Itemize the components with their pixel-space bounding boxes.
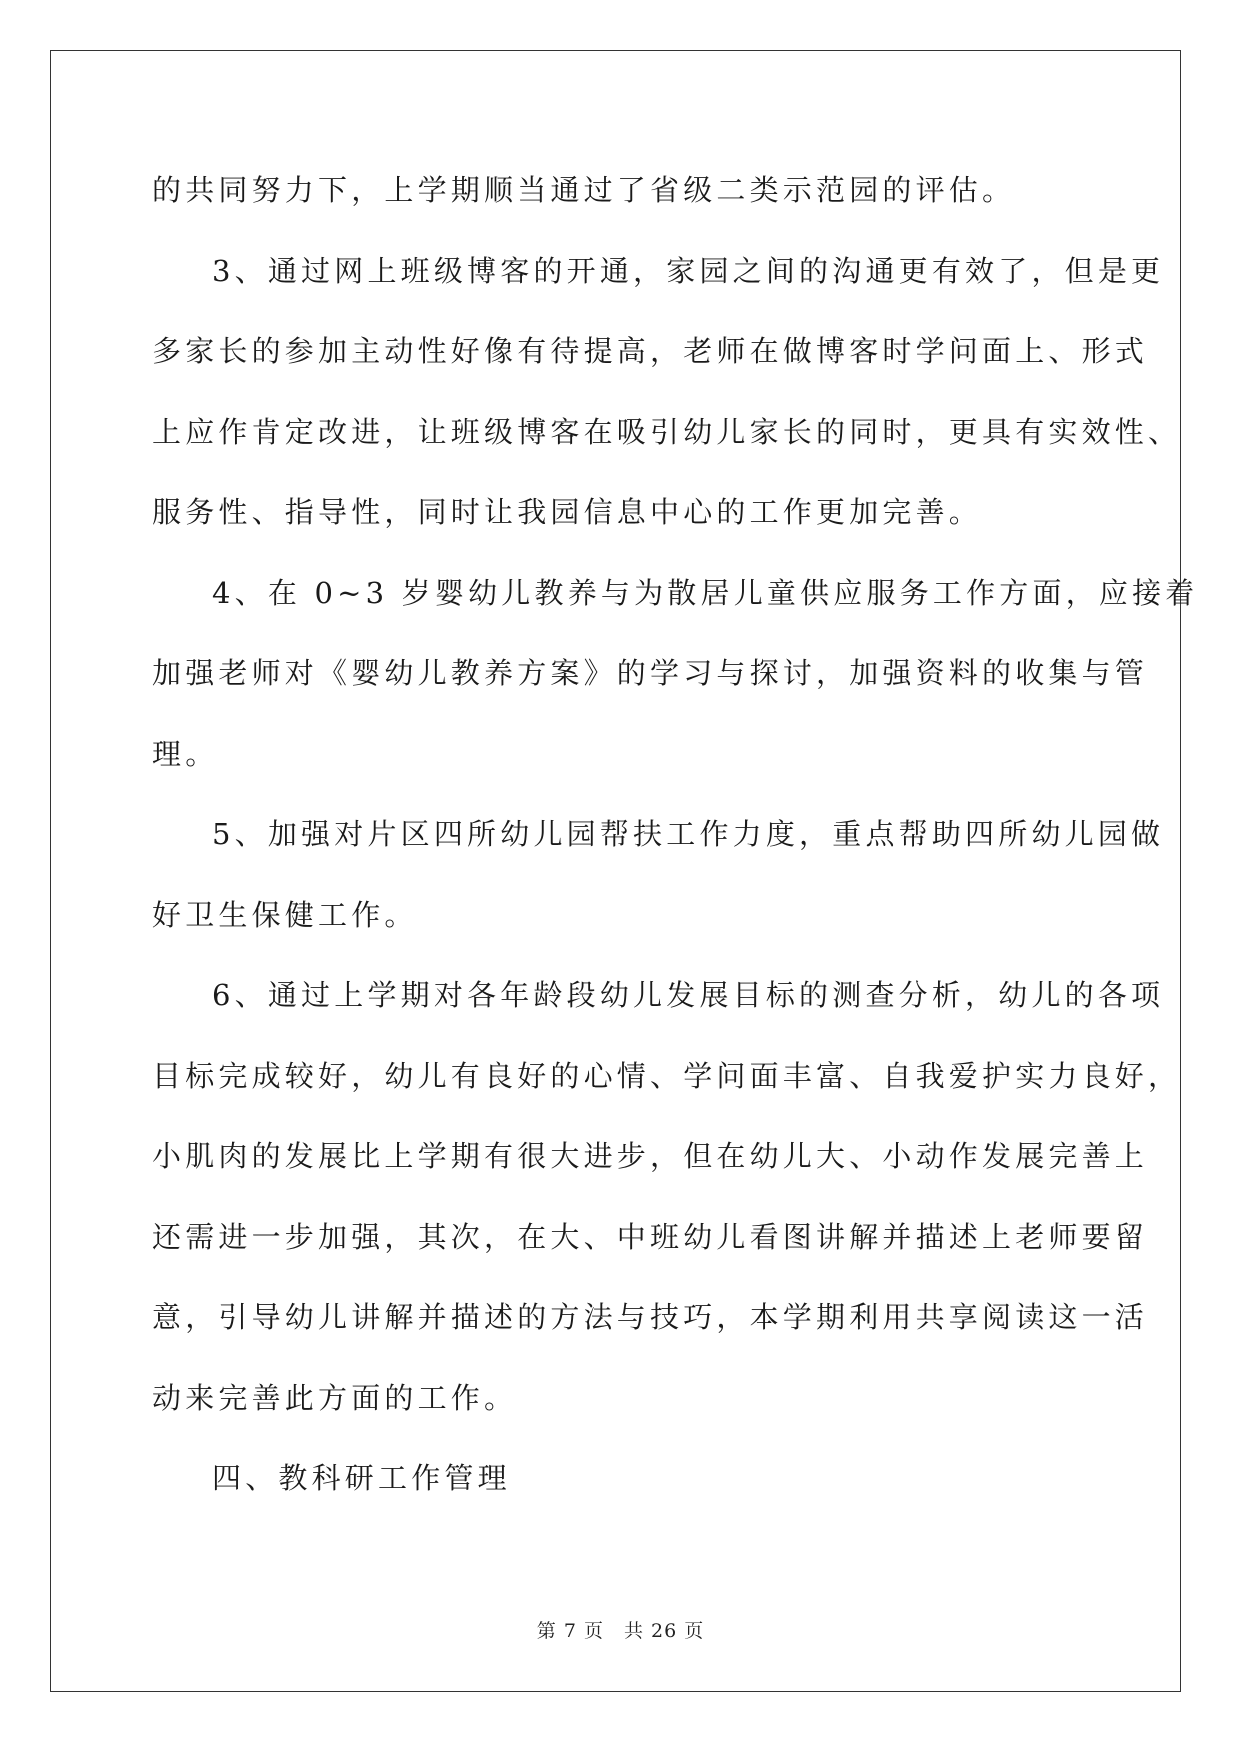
- text-line: 5、加强对片区四所幼儿园帮扶工作力度，重点帮助四所幼儿园做: [212, 817, 1165, 851]
- section-heading: 四、教科研工作管理: [212, 1461, 511, 1495]
- text-line: 服务性、指导性，同时让我园信息中心的工作更加完善。: [152, 495, 983, 529]
- text-line: 多家长的参加主动性好像有待提高，老师在做博客时学问面上、形式: [152, 334, 1149, 368]
- text-line: 的共同努力下，上学期顺当通过了省级二类示范园的评估。: [152, 173, 1016, 207]
- text-line: 动来完善此方面的工作。: [152, 1380, 518, 1415]
- text-line: 3、通过网上班级博客的开通，家园之间的沟通更有效了，但是更: [212, 253, 1165, 288]
- text-line: 目标完成较好，幼儿有良好的心情、学问面丰富、自我爱护实力良好，: [152, 1058, 1182, 1093]
- text-line: 小肌肉的发展比上学期有很大进步，但在幼儿大、小动作发展完善上: [152, 1139, 1149, 1173]
- text-line: 还需进一步加强，其次，在大、中班幼儿看图讲解并描述上老师要留: [152, 1219, 1149, 1254]
- document-body: [152, 160, 1199, 1529]
- text-line: 4、在 0~3 岁婴幼儿教养与为散居儿童供应服务工作方面，应接着: [212, 575, 1199, 610]
- text-line: 意，引导幼儿讲解并描述的方法与技巧，本学期利用共享阅读这一活: [152, 1300, 1149, 1334]
- text-line: 6、通过上学期对各年龄段幼儿发展目标的测查分析，幼儿的各项: [212, 978, 1165, 1012]
- page-number-footer: 第 7 页 共 26 页: [536, 1620, 705, 1642]
- text-line: 好卫生保健工作。: [152, 897, 418, 932]
- text-line: 上应作肯定改进，让班级博客在吸引幼儿家长的同时，更具有实效性、: [152, 414, 1182, 449]
- text-line: 加强老师对《婴幼儿教养方案》的学习与探讨，加强资料的收集与管: [152, 656, 1149, 690]
- text-line: 理。: [152, 736, 219, 771]
